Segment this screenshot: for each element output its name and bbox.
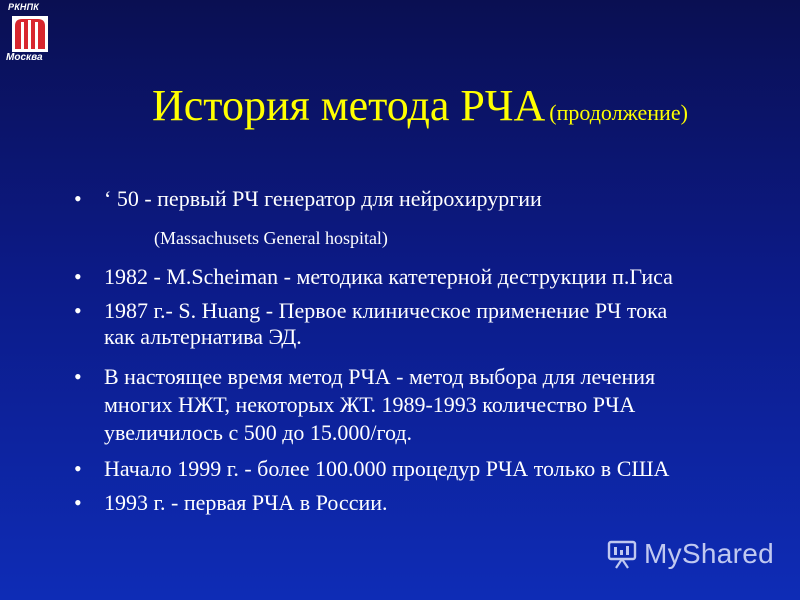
presentation-board-icon bbox=[606, 538, 638, 570]
logo-emblem-icon bbox=[12, 16, 48, 52]
slide-title bbox=[152, 80, 688, 131]
logo-bottom-text: Москва bbox=[6, 52, 43, 63]
list-item-text: Начало 1999 г. - более 100.000 процедур РЧА только в США bbox=[104, 456, 670, 481]
bullet-marker: • bbox=[74, 456, 82, 481]
list-item-note: (Massachusets General hospital) bbox=[154, 228, 388, 248]
bullet-marker: • bbox=[74, 264, 82, 289]
organization-logo bbox=[6, 2, 54, 64]
list-item-text: В настоящее время метод РЧА - метод выбора для лечения bbox=[104, 364, 656, 389]
list-item-text: 1982 - M.Scheiman - методика катетерной деструкции п.Гиса bbox=[104, 264, 673, 289]
slide-title-subtitle: (продолжение) bbox=[549, 100, 688, 125]
bullet-marker: • bbox=[74, 490, 82, 515]
logo-top-text: РКНПК bbox=[8, 2, 40, 12]
list-item-text: как альтернатива ЭД. bbox=[104, 324, 302, 349]
watermark bbox=[606, 536, 774, 572]
slide-title-main: История метода РЧА bbox=[152, 81, 546, 130]
bullet-marker: • bbox=[74, 186, 82, 211]
watermark-text: MyShared bbox=[644, 538, 775, 569]
list-item-text: ‘ 50 - первый РЧ генератор для нейрохирургии bbox=[104, 186, 542, 211]
bullet-marker: • bbox=[74, 298, 82, 323]
list-item-text: многих НЖТ, некоторых ЖТ. 1989-1993 количество РЧА bbox=[104, 392, 636, 417]
list-item-text: 1987 г.- S. Huang - Первое клиническое применение РЧ тока bbox=[104, 298, 668, 323]
list-item-text: увеличилось с 500 до 15.000/год. bbox=[104, 420, 413, 445]
list-item-text: 1993 г. - первая РЧА в России. bbox=[104, 490, 388, 515]
bullet-marker: • bbox=[74, 364, 82, 389]
